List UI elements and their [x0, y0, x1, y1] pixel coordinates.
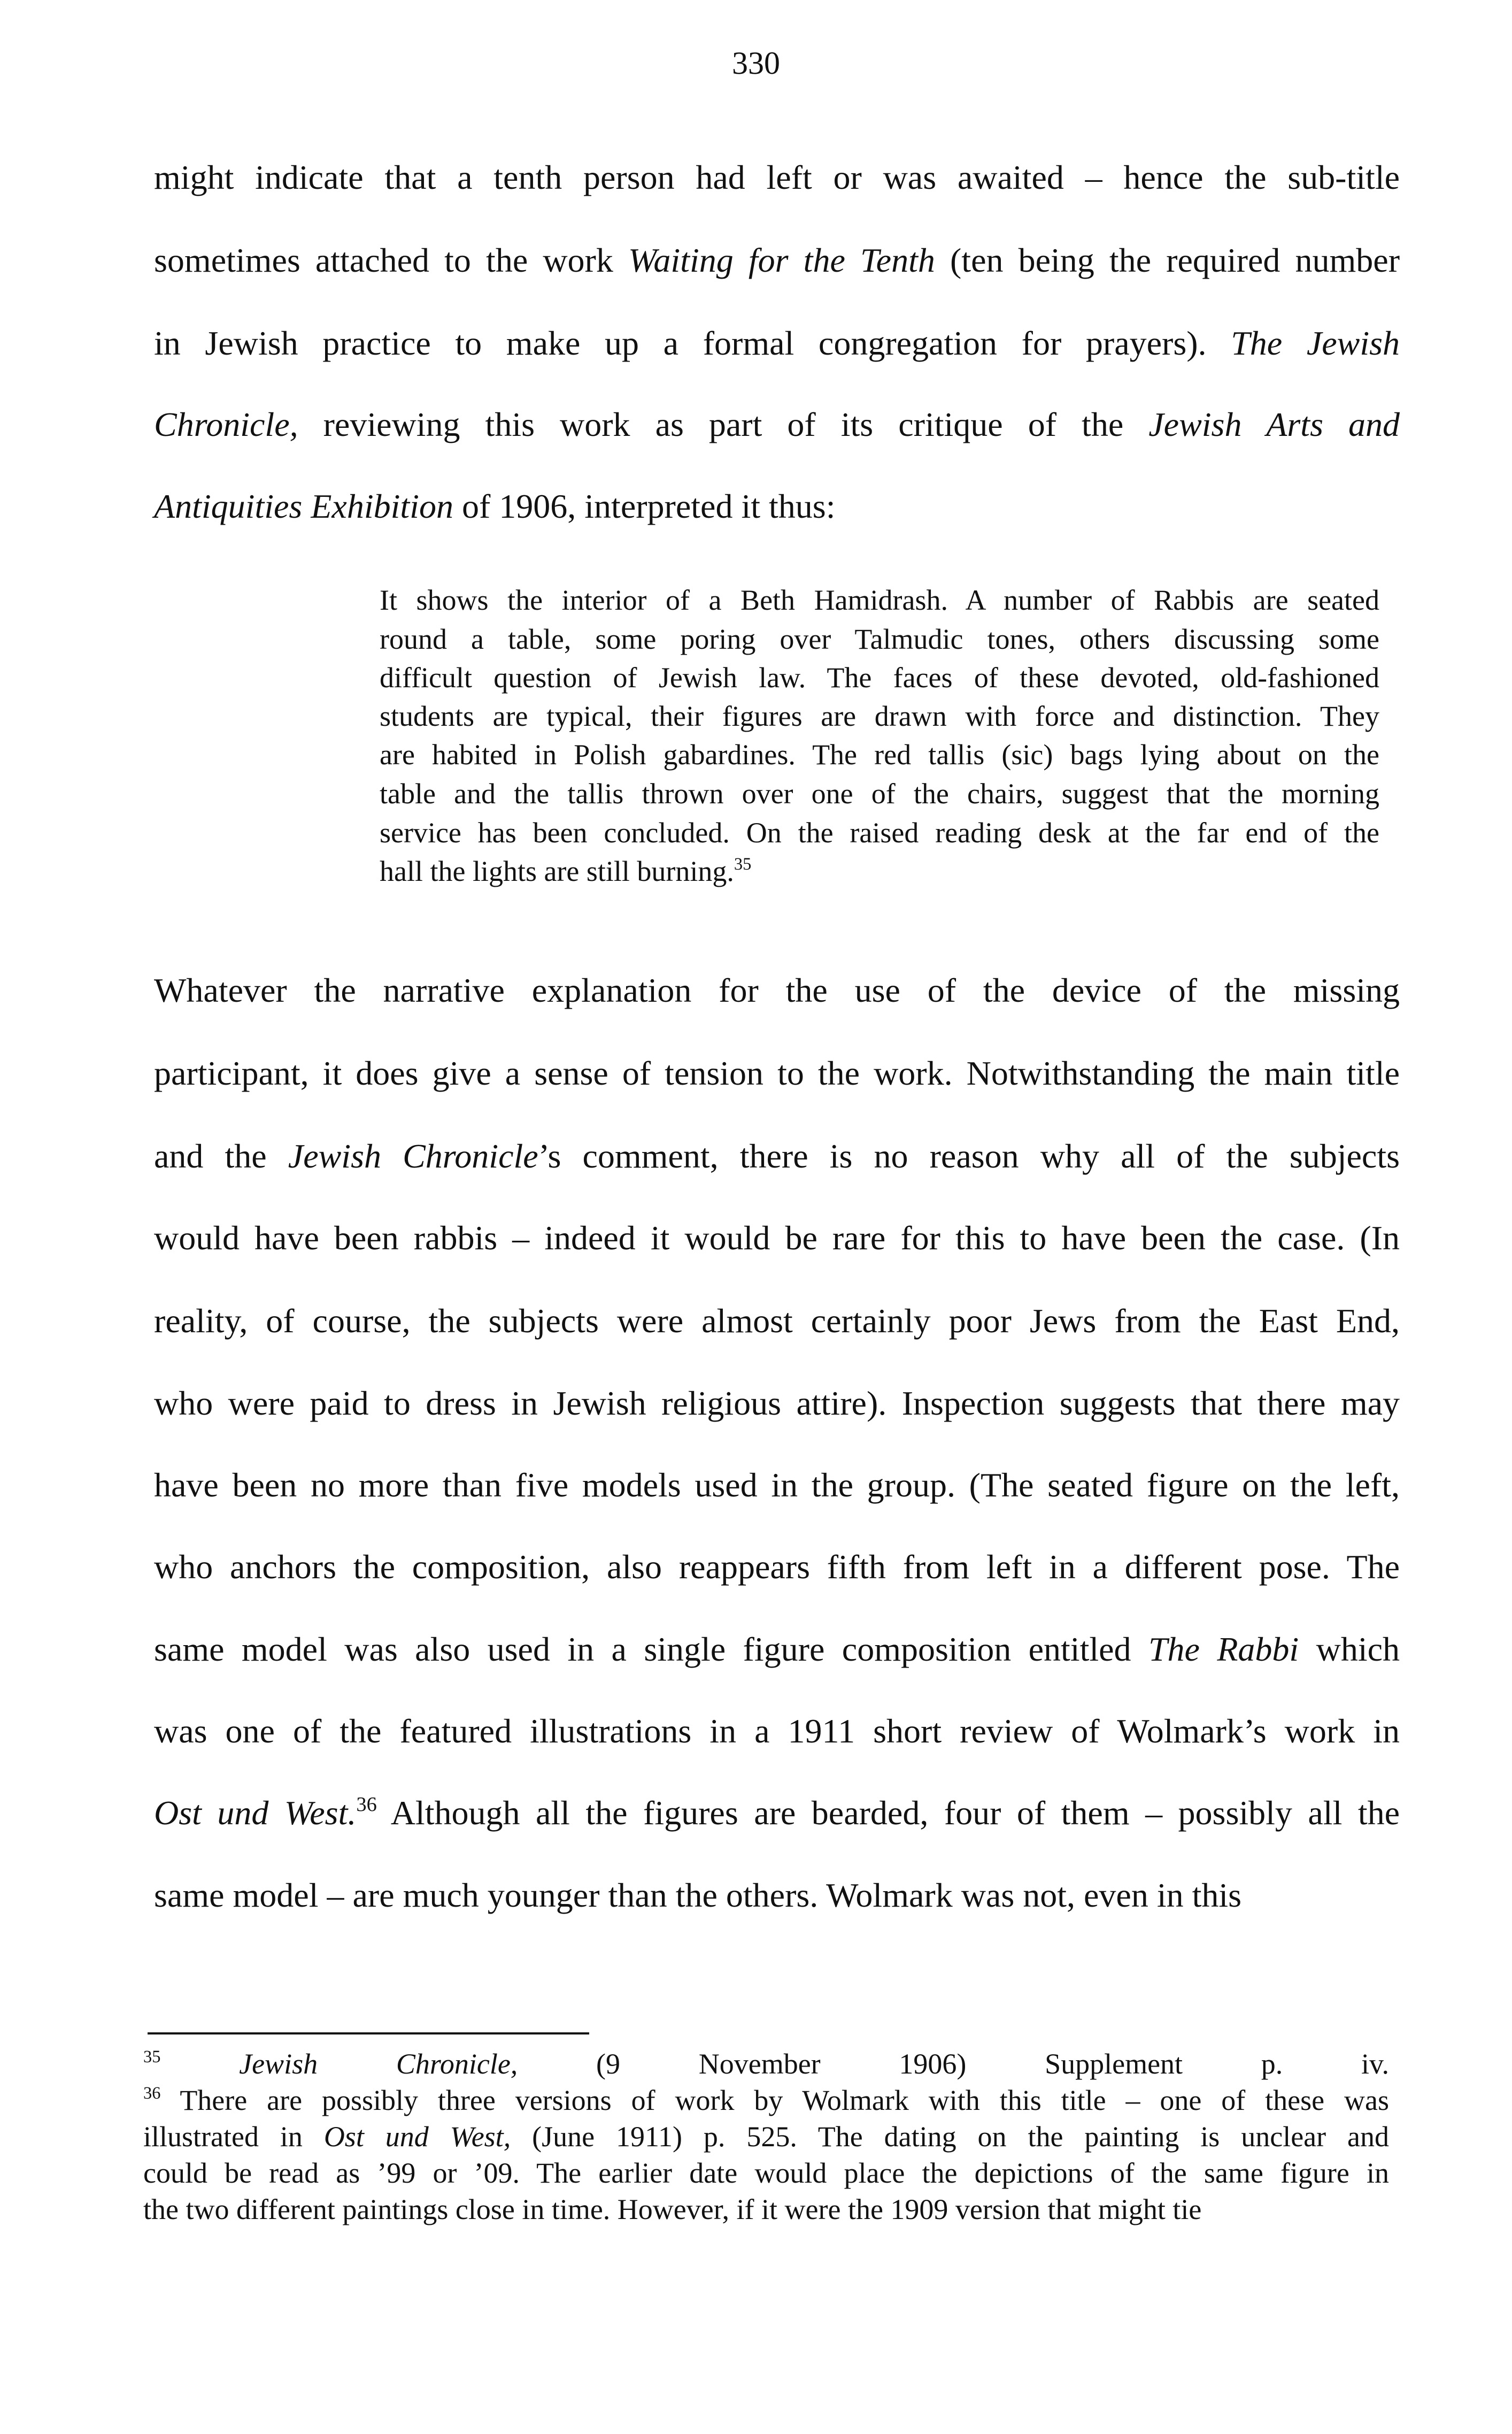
italic-text: Jewish Chronicle, [239, 2048, 518, 2080]
footnote-divider [148, 2032, 589, 2034]
text-run: (ten being the required number [935, 241, 1400, 279]
footnote-line [143, 2083, 1389, 2116]
text-run: reality, of course, the subjects were almost certainly poor Jews from the East End, [154, 1302, 1400, 1340]
text-run: service has been concluded. On the raised reading desk at the far end of the [380, 817, 1379, 849]
text-run: hall the lights are still burning. [380, 855, 734, 887]
text-run: who anchors the composition, also reappears fifth from left in a different pose. The [154, 1548, 1400, 1586]
text-run: sometimes attached to the work [154, 241, 628, 279]
text-run: It shows the interior of a Beth Hamidrash. A number of Rabbis are seated [380, 584, 1379, 616]
italic-text: Waiting for the Tenth [628, 241, 935, 279]
text-run: and the [154, 1137, 288, 1175]
text-run: was one of the featured illustrations in a 1911 short review of Wolmark’s work in [154, 1712, 1400, 1750]
italic-text: The Jewish [1231, 324, 1400, 362]
body-line [154, 1386, 1400, 1421]
body-line [154, 1468, 1400, 1502]
text-run: which [1299, 1630, 1400, 1668]
text-run: Whatever the narrative explanation for the use of the device of the missing [154, 971, 1400, 1009]
text-run: round a table, some poring over Talmudic tones, others discussing some [380, 623, 1379, 655]
quote-line [380, 779, 1379, 808]
text-run: same model – are much younger than the others. Wolmark was not, even in this [154, 1876, 1242, 1914]
text-run: illustrated in [143, 2121, 324, 2153]
body-line [154, 1139, 1400, 1173]
footnote-marker: 35 [734, 854, 752, 874]
text-run: are habited in Polish gabardines. The red tallis (sic) bags lying about on the [380, 739, 1379, 771]
text-run: same model was also used in a single figure composition entitled [154, 1630, 1148, 1668]
quote-line [380, 625, 1379, 654]
text-run: difficult question of Jewish law. The faces of these devoted, old-fashioned [380, 662, 1379, 694]
quote-line [380, 663, 1379, 692]
footnote-line [143, 2195, 1389, 2224]
body-line [154, 489, 1400, 524]
body-line [154, 1632, 1400, 1667]
footnote-line [143, 2049, 1389, 2078]
text-run: in Jewish practice to make up a formal congregation for prayers). [154, 324, 1231, 362]
body-line [154, 1714, 1400, 1748]
text-run: students are typical, their figures are drawn with force and distinction. They [380, 700, 1379, 732]
text-run: There are possibly three versions of work by Wolmark with this title – one of these was [160, 2084, 1389, 2116]
body-line [154, 1221, 1400, 1255]
italic-text: Chronicle, [154, 405, 298, 443]
text-run: would have been rabbis – indeed it would be rare for this to have been the case. (In [154, 1219, 1400, 1257]
quote-line [380, 586, 1379, 615]
text-run: the two different paintings close in time. However, if it were the 1909 version that might tie [143, 2193, 1202, 2225]
italic-text: Antiquities Exhibition [154, 487, 453, 525]
body-line [154, 1793, 1400, 1832]
body-line [154, 973, 1400, 1008]
body-line [154, 1304, 1400, 1338]
italic-text: Ost und West, [323, 2121, 511, 2153]
footnote-marker: 36 [143, 2083, 161, 2103]
italic-text: Jewish Arts and [1148, 405, 1400, 443]
body-line [154, 1878, 1400, 1913]
footnote-line [143, 2159, 1389, 2187]
italic-text: Ost und West. [154, 1794, 357, 1832]
quote-line [380, 818, 1379, 847]
text-run: have been no more than five models used in the group. (The seated figure on the left, [154, 1466, 1400, 1504]
text-run: Although all the figures are bearded, four of them – possibly all the [376, 1794, 1400, 1832]
quote-line [380, 702, 1379, 731]
footnote-marker: 35 [143, 2047, 161, 2067]
body-line [154, 1056, 1400, 1091]
footnote-line [143, 2122, 1389, 2151]
page-number: 330 [732, 45, 780, 81]
quote-line [380, 740, 1379, 769]
body-line [154, 326, 1400, 360]
text-run: who were paid to dress in Jewish religious attire). Inspection suggests that there may [154, 1384, 1400, 1422]
text-run: (June 1911) p. 525. The dating on the painting is unclear and [511, 2121, 1390, 2153]
italic-text: The Rabbi [1148, 1630, 1299, 1668]
body-line [154, 1550, 1400, 1584]
body-line [154, 243, 1400, 278]
body-line [154, 160, 1400, 195]
text-run: could be read as ’99 or ’09. The earlier date would place the depictions of the same figure in [143, 2157, 1389, 2189]
text-run: reviewing this work as part of its critique of the [298, 405, 1149, 443]
text-run: table and the tallis thrown over one of the chairs, suggest that the morning [380, 778, 1379, 810]
text-run: ’s comment, there is no reason why all of the subjects [538, 1137, 1400, 1175]
body-line [154, 405, 1400, 443]
italic-text: Jewish Chronicle [288, 1137, 538, 1175]
footnote-marker: 36 [356, 1793, 377, 1816]
text-run [160, 2048, 239, 2080]
text-run: (9 November 1906) Supplement p. iv. [518, 2048, 1389, 2080]
quote-line [380, 854, 1379, 887]
text-run: participant, it does give a sense of tension to the work. Notwithstanding the main title [154, 1054, 1400, 1092]
text-run: of 1906, interpreted it thus: [453, 487, 836, 525]
text-run: might indicate that a tenth person had left or was awaited – hence the sub-title [154, 158, 1400, 196]
